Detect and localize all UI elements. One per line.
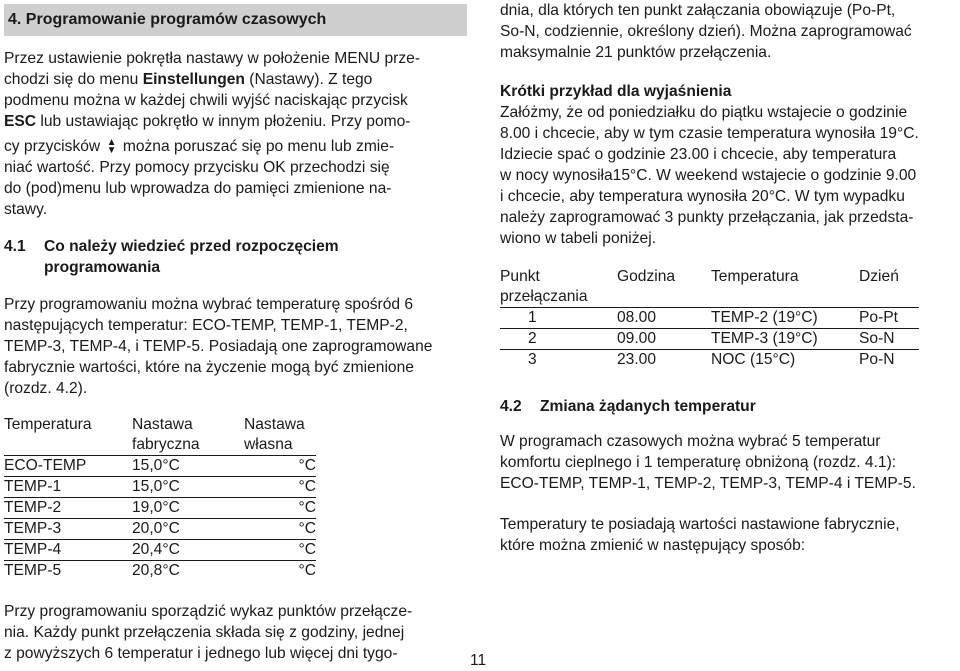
text-line: ECO-TEMP, TEMP-1, TEMP-2, TEMP-3, TEMP-4 i TEMP-5. xyxy=(500,475,916,492)
text-line: Idziecie spać o godzinie 23.00 i chcecie, aby temperatura xyxy=(500,146,897,163)
example-heading: Krótki przykład dla wyjaśnienia xyxy=(500,83,732,100)
text-fragment: można poruszać się po menu lub zmie- xyxy=(118,138,395,155)
esc-term: ESC xyxy=(4,113,37,130)
text-line: So-N, codziennie, określony dzień). Można zaprogramować xyxy=(500,23,912,40)
table-header-row xyxy=(500,267,919,287)
text-line: Temperatury te posiadają wartości nastawione fabrycznie, xyxy=(500,516,900,533)
cell: NOC (15°C) xyxy=(711,351,796,368)
continuation-paragraph xyxy=(500,0,958,63)
text-line: W programach czasowych można wybrać 5 temperatur xyxy=(500,433,881,450)
text-line: Załóżmy, że od poniedziałku do piątku wstajecie o godzinie xyxy=(500,104,908,121)
text-line xyxy=(4,111,467,132)
subsection-number: 4.2 xyxy=(500,398,522,415)
cell: ECO-TEMP xyxy=(4,456,132,477)
subsection-title: Co należy wiedzieć przed rozpoczęciem xyxy=(44,238,339,255)
cell: TEMP-3 (19°C) xyxy=(711,329,859,350)
table-header-row xyxy=(4,415,316,435)
text-line: w nocy wynosiła15°C. W weekend wstajecie o godzinie 9.00 xyxy=(500,167,917,184)
subsection-heading xyxy=(4,236,467,278)
cell: TEMP-5 xyxy=(4,562,62,579)
subsection-title: Zmiana żądanych temperatur xyxy=(540,398,756,415)
cell: °C xyxy=(244,519,316,540)
text-line: podmenu można w każdej chwili wyjść naciskając przycisk xyxy=(4,92,408,109)
text-line: niać wartość. Przy pomocy przycisku OK przechodzi się xyxy=(4,159,390,176)
text-line: (rozdz. 4.2). xyxy=(4,380,88,397)
column-header: przełączania xyxy=(500,288,588,305)
table-row xyxy=(4,561,316,582)
cell: 3 xyxy=(528,351,537,368)
column-header: Nastawa xyxy=(132,416,193,433)
cell: 15,0°C xyxy=(132,477,244,498)
table-row xyxy=(500,329,919,350)
cell: TEMP-3 xyxy=(4,519,132,540)
text-line: 8.00 i chcecie, aby w tym czasie temperatura wynosiła 19°C. xyxy=(500,125,919,142)
cell: TEMP-2 xyxy=(4,498,132,519)
cell: 20,0°C xyxy=(132,519,244,540)
table-row xyxy=(4,540,316,561)
column-header: własna xyxy=(244,435,316,456)
text-line: TEMP-3, TEMP-4, i TEMP-5. Posiadają one zaprogramowane xyxy=(4,338,433,355)
cell: 2 xyxy=(500,329,617,350)
table-row xyxy=(500,308,919,329)
cell: 19,0°C xyxy=(132,498,244,519)
cell: °C xyxy=(244,477,316,498)
column-header: Punkt xyxy=(500,268,540,285)
left-column xyxy=(4,4,467,664)
text-fragment: chodzi się do menu xyxy=(4,71,143,88)
table-header-row xyxy=(4,435,316,456)
table-row xyxy=(4,519,316,540)
text-line: następujących temperatur: ECO-TEMP, TEMP-1, TEMP-2, xyxy=(4,317,408,334)
text-fragment: lub ustawiając pokrętło w innym płożeniu. Przy pomo- xyxy=(36,113,411,130)
table-header-row xyxy=(500,287,919,308)
cell: 15,0°C xyxy=(132,456,244,477)
table-row xyxy=(4,456,316,477)
column-header xyxy=(4,435,132,456)
cell: 23.00 xyxy=(617,351,657,368)
cell: TEMP-2 (19°C) xyxy=(711,308,859,329)
cell: TEMP-4 xyxy=(4,540,132,561)
text-line: należy zaprogramować 3 punkty przełączania, jak przedsta- xyxy=(500,209,914,226)
column-header xyxy=(617,287,711,308)
text-line: Przez ustawienie pokrętła nastawy w położenie MENU prze- xyxy=(4,50,421,67)
cell: 08.00 xyxy=(617,308,711,329)
cell: 20,8°C xyxy=(132,562,180,579)
text-line: maksymalnie 21 punktów przełączenia. xyxy=(500,44,772,61)
text-line: fabrycznie wartości, które na życzenie mogą być zmienione xyxy=(4,359,414,376)
cell: °C xyxy=(244,540,316,561)
switching-points-paragraph xyxy=(4,601,467,664)
column-header xyxy=(711,287,859,308)
subsection-number: 4.1 xyxy=(4,238,26,255)
text-line xyxy=(4,69,467,90)
text-line xyxy=(4,136,467,157)
column-header xyxy=(859,287,919,308)
subsection-heading xyxy=(500,396,958,417)
column-header: Temperatura xyxy=(711,268,799,285)
up-down-arrows-icon: ▲ ▼ xyxy=(106,136,117,156)
intro-paragraph xyxy=(4,48,467,220)
text-fragment: (Nastawy). Z tego xyxy=(244,71,373,88)
cell: TEMP-1 xyxy=(4,477,132,498)
column-header: fabryczna xyxy=(132,435,244,456)
cell: 1 xyxy=(500,308,617,329)
cell: °C xyxy=(298,562,316,579)
text-line: Przy programowaniu można wybrać temperaturę spośród 6 xyxy=(4,296,414,313)
cell: 20,4°C xyxy=(132,540,244,561)
cell: Po-Pt xyxy=(859,308,919,329)
temperatures-paragraph xyxy=(500,431,958,494)
right-column xyxy=(500,0,958,556)
cell: °C xyxy=(244,456,316,477)
subsection-title-cont: programowania xyxy=(44,259,161,276)
text-line: nia. Każdy punkt przełączenia składa się z godziny, jednej xyxy=(4,624,405,641)
text-line: Przy programowaniu sporządzić wykaz punktów przełącze- xyxy=(4,603,413,620)
page-number: 11 xyxy=(470,652,487,669)
text-line: stawy. xyxy=(4,201,48,218)
text-line: dnia, dla których ten punkt załączania obowiązuje (Po-Pt, xyxy=(500,2,896,19)
temperature-table xyxy=(4,415,316,581)
table-row xyxy=(4,498,316,519)
text-line: wiono w tabeli poniżej. xyxy=(500,230,657,247)
cell: Po-N xyxy=(859,351,895,368)
column-header: Godzina xyxy=(617,268,676,285)
menu-term: Einstellungen xyxy=(142,71,245,88)
text-line: z powyższych 6 temperatur i jednego lub więcej dni tygo- xyxy=(4,645,398,662)
table-row xyxy=(500,350,919,371)
text-fragment: cy przycisków xyxy=(4,138,105,155)
text-line: które można zmienić w następujący sposób: xyxy=(500,537,806,554)
cell: So-N xyxy=(859,329,919,350)
column-header: Nastawa xyxy=(244,416,305,433)
column-header: Temperatura xyxy=(4,416,92,433)
text-line: do (pod)menu lub wprowadza do pamięci zmienione na- xyxy=(4,180,392,197)
table-row xyxy=(4,477,316,498)
cell: °C xyxy=(244,498,316,519)
column-header: Dzień xyxy=(859,268,899,285)
example-paragraph xyxy=(500,102,958,249)
cell: 09.00 xyxy=(617,329,711,350)
factory-values-paragraph xyxy=(500,514,958,556)
schedule-table xyxy=(500,267,919,370)
text-line: i chcecie, aby temperatura wynosiła 20°C. W tym wypadku xyxy=(500,188,905,205)
section-heading: 4. Programowanie programów czasowych xyxy=(4,4,467,36)
text-line: komfortu cieplnego i 1 temperaturę obniżoną (rozdz. 4.1): xyxy=(500,454,897,471)
programming-paragraph xyxy=(4,294,467,399)
